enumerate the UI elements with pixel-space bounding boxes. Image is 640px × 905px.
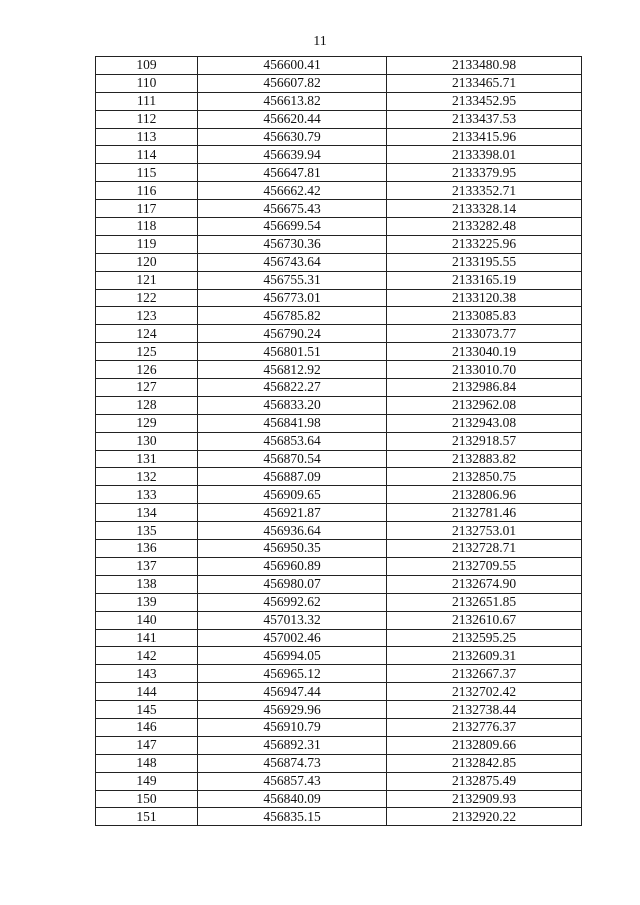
y-coordinate-cell: 2132667.37 <box>387 665 582 683</box>
table-row <box>96 486 582 504</box>
x-coordinate-cell: 456950.35 <box>198 540 387 558</box>
x-coordinate-cell: 457013.32 <box>198 611 387 629</box>
y-coordinate-cell: 2133165.19 <box>387 271 582 289</box>
x-coordinate-cell: 456857.43 <box>198 772 387 790</box>
x-coordinate-cell: 456639.94 <box>198 146 387 164</box>
y-coordinate-cell: 2133379.95 <box>387 164 582 182</box>
y-coordinate-cell: 2133085.83 <box>387 307 582 325</box>
y-coordinate-cell: 2132595.25 <box>387 629 582 647</box>
y-coordinate-cell: 2132883.82 <box>387 450 582 468</box>
point-number-cell: 139 <box>96 593 198 611</box>
point-number-cell: 112 <box>96 110 198 128</box>
y-coordinate-cell: 2132842.85 <box>387 754 582 772</box>
x-coordinate-cell: 456613.82 <box>198 92 387 110</box>
y-coordinate-cell: 2132909.93 <box>387 790 582 808</box>
y-coordinate-cell: 2132609.31 <box>387 647 582 665</box>
point-number-cell: 111 <box>96 92 198 110</box>
x-coordinate-cell: 456620.44 <box>198 110 387 128</box>
table-row <box>96 253 582 271</box>
y-coordinate-cell: 2133282.48 <box>387 218 582 236</box>
y-coordinate-cell: 2132918.57 <box>387 432 582 450</box>
x-coordinate-cell: 456662.42 <box>198 182 387 200</box>
y-coordinate-cell: 2133415.96 <box>387 128 582 146</box>
x-coordinate-cell: 456870.54 <box>198 450 387 468</box>
x-coordinate-cell: 456909.65 <box>198 486 387 504</box>
y-coordinate-cell: 2132962.08 <box>387 396 582 414</box>
y-coordinate-cell: 2133398.01 <box>387 146 582 164</box>
point-number-cell: 128 <box>96 396 198 414</box>
point-number-cell: 110 <box>96 74 198 92</box>
x-coordinate-cell: 456699.54 <box>198 218 387 236</box>
page-number: 11 <box>313 34 327 49</box>
table-row <box>96 736 582 754</box>
table-row <box>96 468 582 486</box>
point-number-cell: 120 <box>96 253 198 271</box>
point-number-cell: 137 <box>96 557 198 575</box>
table-row <box>96 522 582 540</box>
x-coordinate-cell: 456785.82 <box>198 307 387 325</box>
point-number-cell: 124 <box>96 325 198 343</box>
point-number-cell: 151 <box>96 808 198 826</box>
table-row <box>96 808 582 826</box>
point-number-cell: 131 <box>96 450 198 468</box>
coordinates-table <box>95 56 582 826</box>
table-row <box>96 218 582 236</box>
y-coordinate-cell: 2132986.84 <box>387 379 582 397</box>
y-coordinate-cell: 2133225.96 <box>387 235 582 253</box>
point-number-cell: 115 <box>96 164 198 182</box>
y-coordinate-cell: 2132875.49 <box>387 772 582 790</box>
x-coordinate-cell: 456840.09 <box>198 790 387 808</box>
x-coordinate-cell: 456892.31 <box>198 736 387 754</box>
x-coordinate-cell: 456936.64 <box>198 522 387 540</box>
x-coordinate-cell: 456921.87 <box>198 504 387 522</box>
point-number-cell: 126 <box>96 361 198 379</box>
point-number-cell: 145 <box>96 701 198 719</box>
point-number-cell: 148 <box>96 754 198 772</box>
table-row <box>96 74 582 92</box>
x-coordinate-cell: 456801.51 <box>198 343 387 361</box>
x-coordinate-cell: 456874.73 <box>198 754 387 772</box>
point-number-cell: 150 <box>96 790 198 808</box>
table-row <box>96 557 582 575</box>
table-row <box>96 754 582 772</box>
coordinates-table-body <box>96 57 582 826</box>
table-row <box>96 504 582 522</box>
point-number-cell: 135 <box>96 522 198 540</box>
y-coordinate-cell: 2133073.77 <box>387 325 582 343</box>
point-number-cell: 146 <box>96 718 198 736</box>
y-coordinate-cell: 2132728.71 <box>387 540 582 558</box>
point-number-cell: 130 <box>96 432 198 450</box>
y-coordinate-cell: 2132610.67 <box>387 611 582 629</box>
table-row <box>96 540 582 558</box>
y-coordinate-cell: 2133010.70 <box>387 361 582 379</box>
table-row <box>96 164 582 182</box>
x-coordinate-cell: 456960.89 <box>198 557 387 575</box>
table-row <box>96 325 582 343</box>
y-coordinate-cell: 2133452.95 <box>387 92 582 110</box>
point-number-cell: 144 <box>96 683 198 701</box>
x-coordinate-cell: 456755.31 <box>198 271 387 289</box>
table-row <box>96 110 582 128</box>
point-number-cell: 121 <box>96 271 198 289</box>
table-row <box>96 647 582 665</box>
table-row <box>96 289 582 307</box>
x-coordinate-cell: 457002.46 <box>198 629 387 647</box>
x-coordinate-cell: 456910.79 <box>198 718 387 736</box>
table-row <box>96 450 582 468</box>
table-row <box>96 772 582 790</box>
table-row <box>96 593 582 611</box>
point-number-cell: 141 <box>96 629 198 647</box>
y-coordinate-cell: 2132674.90 <box>387 575 582 593</box>
point-number-cell: 143 <box>96 665 198 683</box>
table-row <box>96 128 582 146</box>
table-row <box>96 361 582 379</box>
table-row <box>96 718 582 736</box>
x-coordinate-cell: 456980.07 <box>198 575 387 593</box>
point-number-cell: 129 <box>96 414 198 432</box>
x-coordinate-cell: 456773.01 <box>198 289 387 307</box>
table-row <box>96 57 582 75</box>
table-row <box>96 432 582 450</box>
y-coordinate-cell: 2132943.08 <box>387 414 582 432</box>
x-coordinate-cell: 456887.09 <box>198 468 387 486</box>
table-row <box>96 146 582 164</box>
point-number-cell: 147 <box>96 736 198 754</box>
point-number-cell: 132 <box>96 468 198 486</box>
x-coordinate-cell: 456947.44 <box>198 683 387 701</box>
table-row <box>96 182 582 200</box>
x-coordinate-cell: 456743.64 <box>198 253 387 271</box>
y-coordinate-cell: 2132920.22 <box>387 808 582 826</box>
point-number-cell: 142 <box>96 647 198 665</box>
x-coordinate-cell: 456994.05 <box>198 647 387 665</box>
point-number-cell: 127 <box>96 379 198 397</box>
point-number-cell: 140 <box>96 611 198 629</box>
table-row <box>96 611 582 629</box>
point-number-cell: 123 <box>96 307 198 325</box>
x-coordinate-cell: 456812.92 <box>198 361 387 379</box>
point-number-cell: 113 <box>96 128 198 146</box>
table-row <box>96 343 582 361</box>
table-row <box>96 396 582 414</box>
y-coordinate-cell: 2132806.96 <box>387 486 582 504</box>
y-coordinate-cell: 2132776.37 <box>387 718 582 736</box>
point-number-cell: 118 <box>96 218 198 236</box>
x-coordinate-cell: 456730.36 <box>198 235 387 253</box>
x-coordinate-cell: 456600.41 <box>198 57 387 75</box>
table-row <box>96 575 582 593</box>
table-row <box>96 629 582 647</box>
y-coordinate-cell: 2133040.19 <box>387 343 582 361</box>
x-coordinate-cell: 456833.20 <box>198 396 387 414</box>
y-coordinate-cell: 2133437.53 <box>387 110 582 128</box>
y-coordinate-cell: 2132850.75 <box>387 468 582 486</box>
y-coordinate-cell: 2133352.71 <box>387 182 582 200</box>
point-number-cell: 133 <box>96 486 198 504</box>
y-coordinate-cell: 2133195.55 <box>387 253 582 271</box>
x-coordinate-cell: 456965.12 <box>198 665 387 683</box>
table-row <box>96 235 582 253</box>
table-row <box>96 271 582 289</box>
point-number-cell: 134 <box>96 504 198 522</box>
x-coordinate-cell: 456841.98 <box>198 414 387 432</box>
x-coordinate-cell: 456835.15 <box>198 808 387 826</box>
y-coordinate-cell: 2132753.01 <box>387 522 582 540</box>
x-coordinate-cell: 456790.24 <box>198 325 387 343</box>
y-coordinate-cell: 2132702.42 <box>387 683 582 701</box>
table-row <box>96 790 582 808</box>
x-coordinate-cell: 456992.62 <box>198 593 387 611</box>
point-number-cell: 116 <box>96 182 198 200</box>
point-number-cell: 109 <box>96 57 198 75</box>
table-row <box>96 200 582 218</box>
table-row <box>96 307 582 325</box>
y-coordinate-cell: 2133120.38 <box>387 289 582 307</box>
y-coordinate-cell: 2133465.71 <box>387 74 582 92</box>
point-number-cell: 138 <box>96 575 198 593</box>
x-coordinate-cell: 456630.79 <box>198 128 387 146</box>
x-coordinate-cell: 456822.27 <box>198 379 387 397</box>
y-coordinate-cell: 2132809.66 <box>387 736 582 754</box>
y-coordinate-cell: 2133328.14 <box>387 200 582 218</box>
x-coordinate-cell: 456607.82 <box>198 74 387 92</box>
point-number-cell: 149 <box>96 772 198 790</box>
table-row <box>96 92 582 110</box>
table-row <box>96 379 582 397</box>
x-coordinate-cell: 456853.64 <box>198 432 387 450</box>
point-number-cell: 119 <box>96 235 198 253</box>
point-number-cell: 122 <box>96 289 198 307</box>
table-row <box>96 414 582 432</box>
x-coordinate-cell: 456675.43 <box>198 200 387 218</box>
y-coordinate-cell: 2133480.98 <box>387 57 582 75</box>
point-number-cell: 125 <box>96 343 198 361</box>
y-coordinate-cell: 2132709.55 <box>387 557 582 575</box>
x-coordinate-cell: 456929.96 <box>198 701 387 719</box>
table-row <box>96 683 582 701</box>
y-coordinate-cell: 2132781.46 <box>387 504 582 522</box>
y-coordinate-cell: 2132651.85 <box>387 593 582 611</box>
point-number-cell: 114 <box>96 146 198 164</box>
y-coordinate-cell: 2132738.44 <box>387 701 582 719</box>
x-coordinate-cell: 456647.81 <box>198 164 387 182</box>
point-number-cell: 136 <box>96 540 198 558</box>
point-number-cell: 117 <box>96 200 198 218</box>
table-row <box>96 701 582 719</box>
table-row <box>96 665 582 683</box>
